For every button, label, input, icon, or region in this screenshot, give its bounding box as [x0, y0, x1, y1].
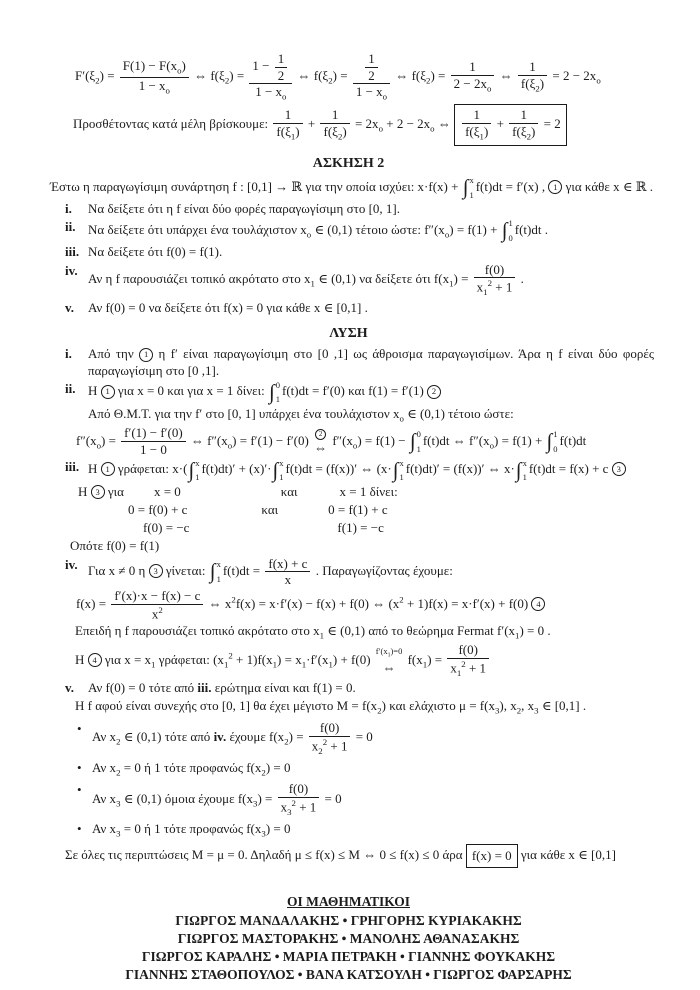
question-iii [43, 244, 654, 260]
exercise-statement [50, 176, 654, 199]
question-ii-label: ii. [65, 219, 76, 235]
question-i [43, 201, 654, 217]
circled-number-3-icon: 3 [91, 485, 105, 499]
footer-names-3 [43, 949, 654, 966]
question-iv-content: Αν η f παρουσιάζει τοπικό ακρότατο στο $x_1$ ∈ (0,1) να δείξετε ότι $f(x_1)$ = $\frac{f(0)}{x_1^2 + 1}$ . [88, 261, 524, 298]
solution-iii-case-results-content: f(0) = −c f(1) = −c [143, 520, 384, 536]
fraction: $\frac{1}{f(\xi_2)}$ [320, 108, 349, 142]
integral-icon: ∫ 0 1 [409, 429, 421, 454]
fraction: 1 − $\frac{1}{2}$ $1 - x_o$ [249, 52, 292, 102]
solution-v-bullet-3 [43, 782, 654, 817]
bullet-icon: • [77, 759, 82, 775]
circled-number-1-icon: 1 [101, 385, 115, 399]
solution-iv-fermat [75, 623, 654, 642]
fraction: $\frac{1}{f(\xi_1)}$ [462, 108, 491, 142]
fraction: $\frac{1}{2 - 2x_o}$ [451, 60, 495, 94]
solution-iv-formula [76, 589, 654, 621]
solution-heading [43, 325, 654, 343]
solution-i-content: Από την 1 η f′ είναι παραγωγίσιμη στο [0 ,1] ως άθροισμα παραγωγισίμων. Άρα η f είναι δύο φορές παραγωγίσιμη στο [0 ,1]. [88, 346, 654, 378]
solution-heading-content: ΛΥΣΗ [329, 325, 368, 341]
solution-v-bullet-4-content: Αν $x_3 = 0$ ή 1 τότε προφανώς $f(x_3) = 0$ [92, 821, 291, 839]
bullet-icon: • [77, 720, 82, 736]
solution-v-bullet-4 [43, 821, 654, 840]
solution-iv-line1-label: iv. [65, 556, 78, 572]
question-iii-content: Να δείξετε ότι f(0) = f(1). [88, 244, 223, 260]
solution-v-line1 [43, 680, 654, 696]
solution-ii-mvt-content: Από Θ.Μ.Τ. για την f′ στο [0, 1] υπάρχει ένα τουλάχιστον $x_o$ ∈ (0,1) τέτοιο ώστε: [88, 405, 514, 424]
solution-i-label: i. [65, 346, 72, 362]
integral-icon: ∫ x 1 [272, 457, 284, 483]
solution-iv-line1-content: Για x ≠ 0 η 3 γίνεται: ∫ x 1 f(t)dt = $\frac{f(x) + c}{x}$ . Παραγωγίζοντας έχουμε: [88, 555, 453, 588]
question-iv-label: iv. [65, 262, 78, 278]
solution-final [65, 844, 654, 868]
circled-number-1-icon: 1 [548, 180, 562, 194]
fraction: $\frac{1}{2}$ [275, 52, 288, 82]
footer-names-2 [43, 931, 654, 948]
solution-v-bullet-1 [43, 721, 654, 756]
formula-fprime-xi2-chain [75, 52, 654, 102]
fraction: $\frac{f(0)}{x_1^2 + 1}$ [474, 263, 516, 298]
implies-with-annotation: 2 ⇔ [314, 430, 328, 456]
solution-ii-formula-content: $f''(x_o)$ = $\frac{f'(1) - f'(0)}{1 - 0}$ ⇔ $f''(x_o) = f'(1) - f'(0)$ 2 ⇔ $f''(x_o) = f(1)$ − ∫ 0 1 f(t)dt ⇔ $f''(x_o) = f(1)$ + ∫ 1 0 f(t)dt [76, 425, 587, 458]
integral-icon: ∫ x 1 [209, 559, 221, 584]
solution-v-bullet-3-content: Αν $x_3$ ∈ (0,1) όμοια έχουμε $f(x_3)$ = $\frac{f(0)}{x_3^2 + 1}$ = 0 [92, 781, 342, 817]
solution-i [43, 346, 654, 379]
solution-ii-line1 [43, 381, 654, 404]
question-ii-content: Να δείξετε ότι υπάρχει ένα τουλάχιστον $x_o$ ∈ (0,1) τέτοιο ώστε: $f''(x_o) = f(1)$ + ∫ 1 0 f(t)dt . [88, 218, 548, 243]
solution-ii-line1-label: ii. [65, 380, 76, 396]
fraction: $\frac{f'(x)\cdot x - f(x) - c}{x^2}$ [111, 589, 203, 621]
bullet-icon: • [77, 782, 82, 798]
footer-names-4 [43, 967, 654, 984]
boxed-result: $\frac{1}{f(\xi_1)}$ + $\frac{1}{f(\xi_2)}$ = 2 [454, 104, 567, 146]
solution-iii-line1-label: iii. [65, 458, 80, 474]
fraction: $\frac{f'(1) - f'(0)}{1 - 0}$ [121, 426, 186, 456]
integral-icon: ∫ x 1 [188, 457, 200, 483]
footer-names-1-content: ΓΙΩΡΓΟΣ ΜΑΝΔΑΛΑΚΗΣ • ΓΡΗΓΟΡΗΣ ΚΥΡΙΑΚΑΚΗΣ [175, 913, 522, 929]
circled-number-1-icon: 1 [101, 462, 115, 476]
fraction: $\frac{1}{f(\xi_1)}$ [273, 108, 302, 142]
integral-icon: ∫ x 1 [392, 457, 404, 483]
solution-iii-cases-head-content: Η 3 για x = 0 και x = 1 δίνει: [78, 483, 398, 499]
solution-iv-formula-content: f(x) = $\frac{f'(x)\cdot x - f(x) - c}{x^2}$ ⇔ $x^2f(x) = x\cdot f'(x) - f(x) + f(0)$ ⇔ $(x^2 + 1)f(x) = x\cdot f'(x) + f(0)$ 4 [76, 596, 545, 611]
question-i-label: i. [65, 201, 72, 217]
solution-iii-line1 [43, 459, 654, 482]
question-v [43, 300, 654, 316]
question-i-content: Να δείξετε ότι η f είναι δύο φορές παραγωγίσιμη στο [0, 1]. [88, 201, 400, 217]
solution-iv-conclusion [75, 643, 654, 678]
circled-number-3-icon: 3 [612, 462, 626, 476]
circled-number-3-icon: 3 [149, 564, 163, 578]
solution-v-bullet-2 [43, 760, 654, 779]
boxed-result: f(x) = 0 [466, 844, 518, 868]
integral-icon: ∫ x 1 [462, 175, 474, 200]
solution-v-line1-label: v. [65, 680, 75, 696]
question-iv [43, 263, 654, 298]
solution-v-line2-content: Η f αφού είναι συνεχής στο [0, 1] θα έχει μέγιστο $M = f(x_2)$ και ελάχιστο $\mu = f(x_3)$, $x_2$, $x_3$ ∈ [0,1] . [75, 698, 587, 716]
fraction: $\frac{F(1) - F(x_o)}{1 - x_o}$ [120, 59, 189, 96]
circled-number-1-icon: 1 [139, 348, 153, 362]
question-iii-label: iii. [65, 244, 80, 260]
fraction: $\frac{1}{f(\xi_2)}$ [518, 60, 547, 94]
circled-number-2-icon: 2 [315, 429, 326, 440]
solution-iii-line1-content: Η 1 γράφεται: x·( ∫ x 1 f(t)dt)′ + (x)′· ∫ x 1 f(t)dt = (f(x))′ ⇔ (x· ∫ x 1 f(t)dt)′ = (f(x))′ ⇔ x· ∫ x 1 f(t)dt = f(x) + c 3 [88, 461, 626, 476]
solution-iii-case-results [143, 520, 654, 536]
solution-iii-case-sums-content: 0 = f(0) + c και 0 = f(1) + c [128, 501, 388, 517]
fraction: $\frac{\frac{1}{2}}{1 - x_o}$ [353, 52, 390, 102]
footer-names-1 [43, 913, 654, 930]
question-ii [43, 219, 654, 242]
solution-iv-conclusion-content: Η 4 για $x = x_1$ γράφεται: $(x_1^2 + 1)f(x_1) = x_1\cdot f'(x_1) + f(0)$ $f'(x_1)=0$ ⇔ $f(x_1)$ = $\frac{f(0)}{x_1^2 + 1}$ [75, 652, 491, 667]
fraction: $\frac{f(0)}{x_1^2 + 1}$ [447, 643, 489, 678]
solution-ii-formula [76, 426, 654, 456]
fraction: $\frac{f(x) + c}{x}$ [265, 557, 310, 587]
integral-icon: ∫ 1 0 [546, 429, 558, 454]
exercise-statement-content: Έστω η παραγωγίσιμη συνάρτηση f : [0,1] → ℝ για την οποία ισχύει: x·f(x) + ∫ x 1 f(t)dt = f′(x) , 1 για κάθε x ∈ ℝ . [50, 175, 654, 200]
fraction: $\frac{1}{2}$ [365, 52, 378, 82]
fraction: $\frac{f(0)}{x_3^2 + 1}$ [278, 782, 320, 817]
question-v-content: Αν f(0) = 0 να δείξετε ότι f(x) = 0 για κάθε x ∈ [0,1] . [88, 299, 368, 315]
solution-final-content: Σε όλες τις περιπτώσεις M = μ = 0. Δηλαδή μ ≤ f(x) ≤ M ⇔ 0 ≤ f(x) ≤ 0 άρα f(x) = 0 για κάθε x ∈ [0,1] [65, 847, 616, 862]
solution-ii-line1-content: Η 1 για x = 0 και για x = 1 δίνει: ∫ 0 1 f(t)dt = f′(0) και f(1) = f′(1) 2 [88, 383, 441, 398]
footer-names-4-content: ΓΙΑΝΝΗΣ ΣΤΑΘΟΠΟΥΛΟΣ • ΒΑΝΑ ΚΑΤΣΟΥΛΗ • ΓΙΩΡΓΟΣ ΦΑΡΣΑΡΗΣ [125, 966, 572, 982]
integral-icon: ∫ x 1 [515, 457, 527, 483]
implies-with-annotation: $f'(x_1)=0$ ⇔ [375, 646, 403, 675]
circled-number-4-icon: 4 [531, 597, 545, 611]
solution-iii-conclusion-content: Οπότε f(0) = f(1) [70, 538, 160, 554]
exercise-heading [43, 155, 654, 173]
solution-v-bullet-1-content: Αν $x_2$ ∈ (0,1) τότε από iv. έχουμε $f(x_2)$ = $\frac{f(0)}{x_2^2 + 1}$ = 0 [92, 719, 373, 756]
solution-iv-line1 [43, 557, 654, 587]
fraction: $\frac{1}{f(\xi_2)}$ [509, 108, 538, 142]
solution-iv-fermat-content: Επειδή η f παρουσιάζει τοπικό ακρότατο στο $x_1$ ∈ (0,1) από το θεώρημα Fermat $f'(x_1) = 0$ . [75, 622, 551, 641]
circled-number-4-icon: 4 [88, 653, 102, 667]
solution-v-line1-content: Αν f(0) = 0 τότε από iii. ερώτημα είναι και f(1) = 0. [88, 680, 356, 696]
solution-iii-case-sums [128, 502, 654, 518]
solution-ii-mvt [88, 406, 654, 425]
formula-fprime-xi2-chain-content: $F'(\xi_2)$ = $\frac{F(1) - F(x_o)}{1 - x_o}$ ⇔ $f(\xi_2)$ = 1 − $\frac{1}{2}$ $1 - x_o$ ⇔ $f(\xi_2)$ = $\frac{\frac{1}{2}}{1 - x_o}$ ⇔ $f(\xi_2)$ = $\frac{1}{2 - 2x_o}$ ⇔ $\frac{1}{f(\xi_2)}$ = $2 - 2x_o$ [75, 51, 601, 102]
solution-v-line2 [75, 698, 654, 717]
integral-icon: ∫ 0 1 [268, 379, 280, 405]
exercise-heading-content: ΑΣΚΗΣΗ 2 [312, 155, 385, 171]
bullet-icon: • [77, 821, 82, 837]
formula-adding-by-parts [73, 104, 654, 146]
footer-names-3-content: ΓΙΩΡΓΟΣ ΚΑΡΑΛΗΣ • ΜΑΡΙΑ ΠΕΤΡΑΚΗ • ΓΙΑΝΝΗΣ ΦΟΥΚΑΚΗΣ [141, 948, 556, 964]
question-v-label: v. [65, 299, 75, 315]
solution-iii-cases-head [78, 484, 654, 500]
fraction: $\frac{f(0)}{x_2^2 + 1}$ [309, 721, 351, 756]
footer-names-2-content: ΓΙΩΡΓΟΣ ΜΑΣΤΟΡΑΚΗΣ • ΜΑΝΟΛΗΣ ΑΘΑΝΑΣΑΚΗΣ [177, 930, 520, 946]
solution-iii-conclusion [70, 538, 654, 554]
circled-number-2-icon: 2 [427, 385, 441, 399]
footer-title-content: ΟΙ ΜΑΘΗΜΑΤΙΚΟΙ [287, 894, 410, 910]
integral-icon: ∫ 1 0 [501, 218, 513, 243]
solution-v-bullet-2-content: Αν $x_2 = 0$ ή 1 τότε προφανώς $f(x_2) = 0$ [92, 759, 291, 778]
footer-title [43, 894, 654, 911]
formula-adding-by-parts-content: Προσθέτοντας κατά μέλη βρίσκουμε: $\frac{1}{f(\xi_1)}$ + $\frac{1}{f(\xi_2)}$ = $2x_o + 2 - 2x_o$ ⇔ $\frac{1}{f(\xi_1)}$ + $\frac{1}{f(\xi_2)}$ = 2 [73, 116, 567, 131]
